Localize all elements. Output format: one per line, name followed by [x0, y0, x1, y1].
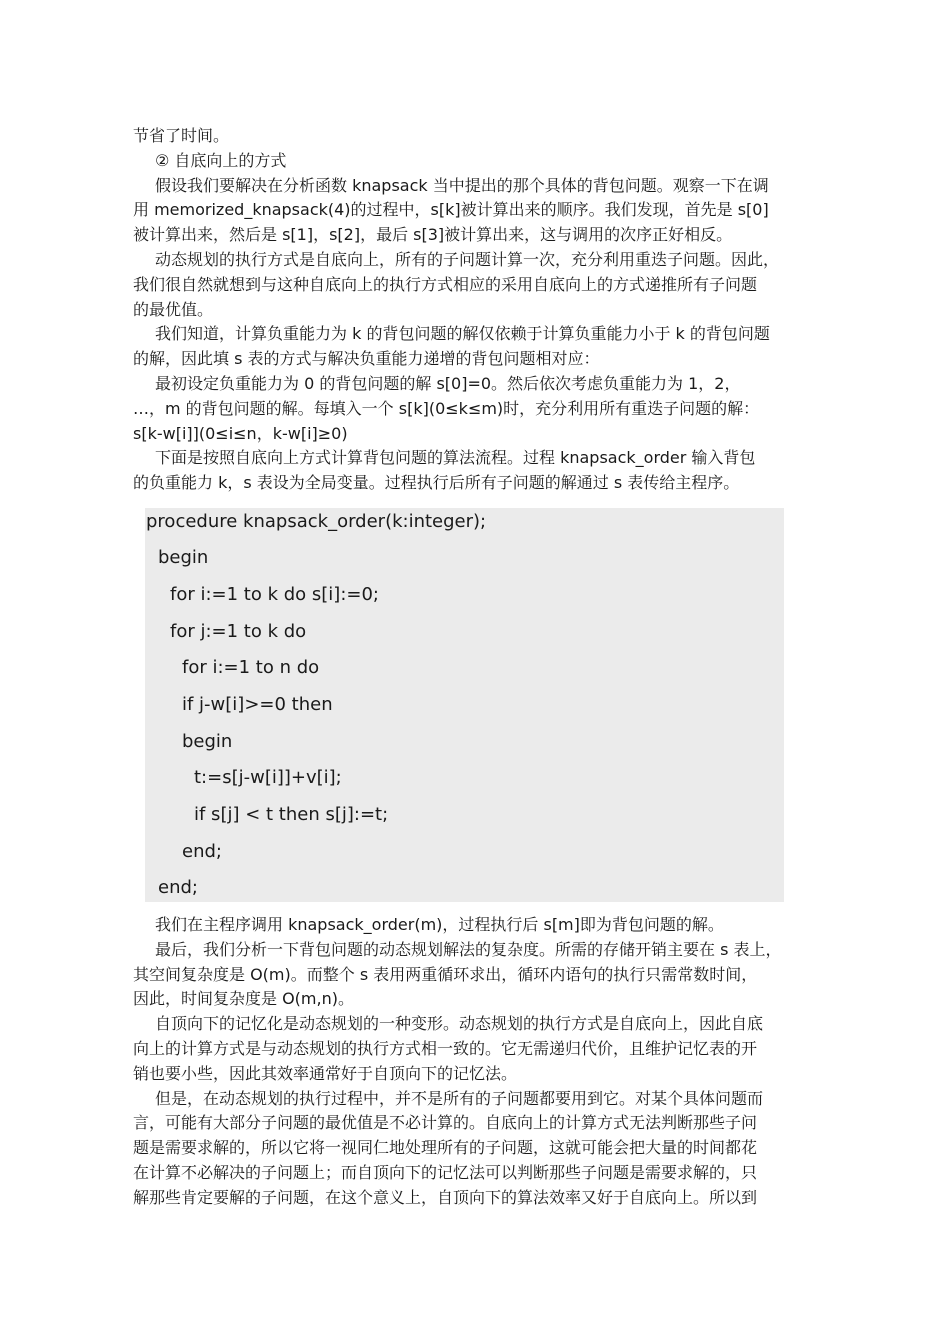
text-line: 我们在主程序调用 knapsack_order(m)，过程执行后 s[m]即为背包问题的解。 [155, 915, 724, 934]
paragraphs-top [133, 124, 813, 496]
text-line: 题是需要求解的，所以它将一视同仁地处理所有的子问题，这就可能会把大量的时间都花 [133, 1138, 758, 1158]
text-line: 我们知道，计算负重能力为 k 的背包问题的解仅依赖于计算负重能力小于 k 的背包问题 [155, 324, 770, 344]
text-line: 最初设定负重能力为 0 的背包问题的解 s[0]=0。然后依次考虑负重能力为 1，2， [155, 373, 741, 393]
text-line: 但是，在动态规划的执行过程中，并不是所有的子问题都要用到它。对某个具体问题而 [155, 1088, 764, 1108]
text-line: 下面是按照自底向上方式计算背包问题的算法流程。过程 knapsack_order 输入背包 [155, 448, 756, 468]
text-line: 动态规划的执行方式是自底向上，所有的子问题计算一次，充分利用重迭子问题。因此， [155, 249, 780, 269]
code-line: end; [182, 841, 222, 862]
code-block [145, 508, 784, 902]
text-line: 的负重能力 k，s 表设为全局变量。过程执行后所有子问题的解通过 s 表传给主程序。 [133, 473, 740, 493]
text-line: 最后，我们分析一下背包问题的动态规划解法的复杂度。所需的存储开销主要在 s 表上， [155, 939, 782, 959]
code-line: for i:=1 to k do s[i]:=0; [170, 584, 379, 605]
text-line: 在计算不必解决的子问题上；而自顶向下的记忆法可以判断那些子问题是需要求解的，只 [133, 1162, 758, 1182]
text-line: 销也要小些，因此其效率通常好于自顶向下的记忆法。 [133, 1063, 518, 1083]
text-line: ② 自底向上的方式 [155, 150, 287, 170]
code-line: procedure knapsack_order(k:integer); [146, 511, 487, 532]
text-line: …，m 的背包问题的解。每填入一个 s[k](0≤k≤m)时，充分利用所有重迭子问题的解： [133, 398, 760, 418]
text-line: s[k-w[i]](0≤i≤n，k-w[i]≥0) [133, 423, 348, 443]
text-line: 节省了时间。 [133, 126, 230, 145]
text-line: 被计算出来，然后是 s[1]，s[2]，最后 s[3]被计算出来，这与调用的次序正好相反。 [133, 225, 733, 245]
text-line: 的最优值。 [133, 299, 214, 319]
paragraphs-bottom [133, 913, 813, 1211]
text-line: 言，可能有大部分子问题的最优值是不必计算的。自底向上的计算方式无法判断那些子问 [133, 1113, 758, 1133]
code-line: begin [158, 547, 209, 568]
text-line: 自顶向下的记忆化是动态规划的一种变形。动态规划的执行方式是自底向上，因此自底 [155, 1014, 764, 1034]
text-line: 用 memorized_knapsack(4)的过程中，s[k]被计算出来的顺序。我们发现，首先是 s[0] [133, 200, 769, 220]
code-line: if s[j] < t then s[j]:=t; [194, 804, 389, 825]
text-line: 因此，时间复杂度是 O(m,n)。 [133, 989, 354, 1009]
code-line: end; [158, 877, 198, 898]
code-line: for j:=1 to k do [170, 621, 307, 642]
code-line: if j-w[i]>=0 then [182, 694, 333, 715]
text-line: 其空间复杂度是 O(m)。而整个 s 表用两重循环求出，循环内语句的执行只需常数时间， [133, 964, 758, 984]
text-line: 的解，因此填 s 表的方式与解决负重能力递增的背包问题相对应： [133, 349, 600, 369]
code-line: for i:=1 to n do [182, 657, 320, 678]
code-line: begin [182, 731, 233, 752]
text-line: 假设我们要解决在分析函数 knapsack 当中提出的那个具体的背包问题。观察一下在调 [155, 175, 769, 195]
text-line: 解那些肯定要解的子问题，在这个意义上，自顶向下的算法效率又好于自底向上。所以到 [133, 1187, 758, 1207]
code-line: t:=s[j-w[i]]+v[i]; [194, 767, 342, 788]
text-line: 向上的计算方式是与动态规划的执行方式相一致的。它无需递归代价，且维护记忆表的开 [133, 1038, 758, 1058]
text-line: 我们很自然就想到与这种自底向上的执行方式相应的采用自底向上的方式递推所有子问题 [133, 274, 758, 294]
